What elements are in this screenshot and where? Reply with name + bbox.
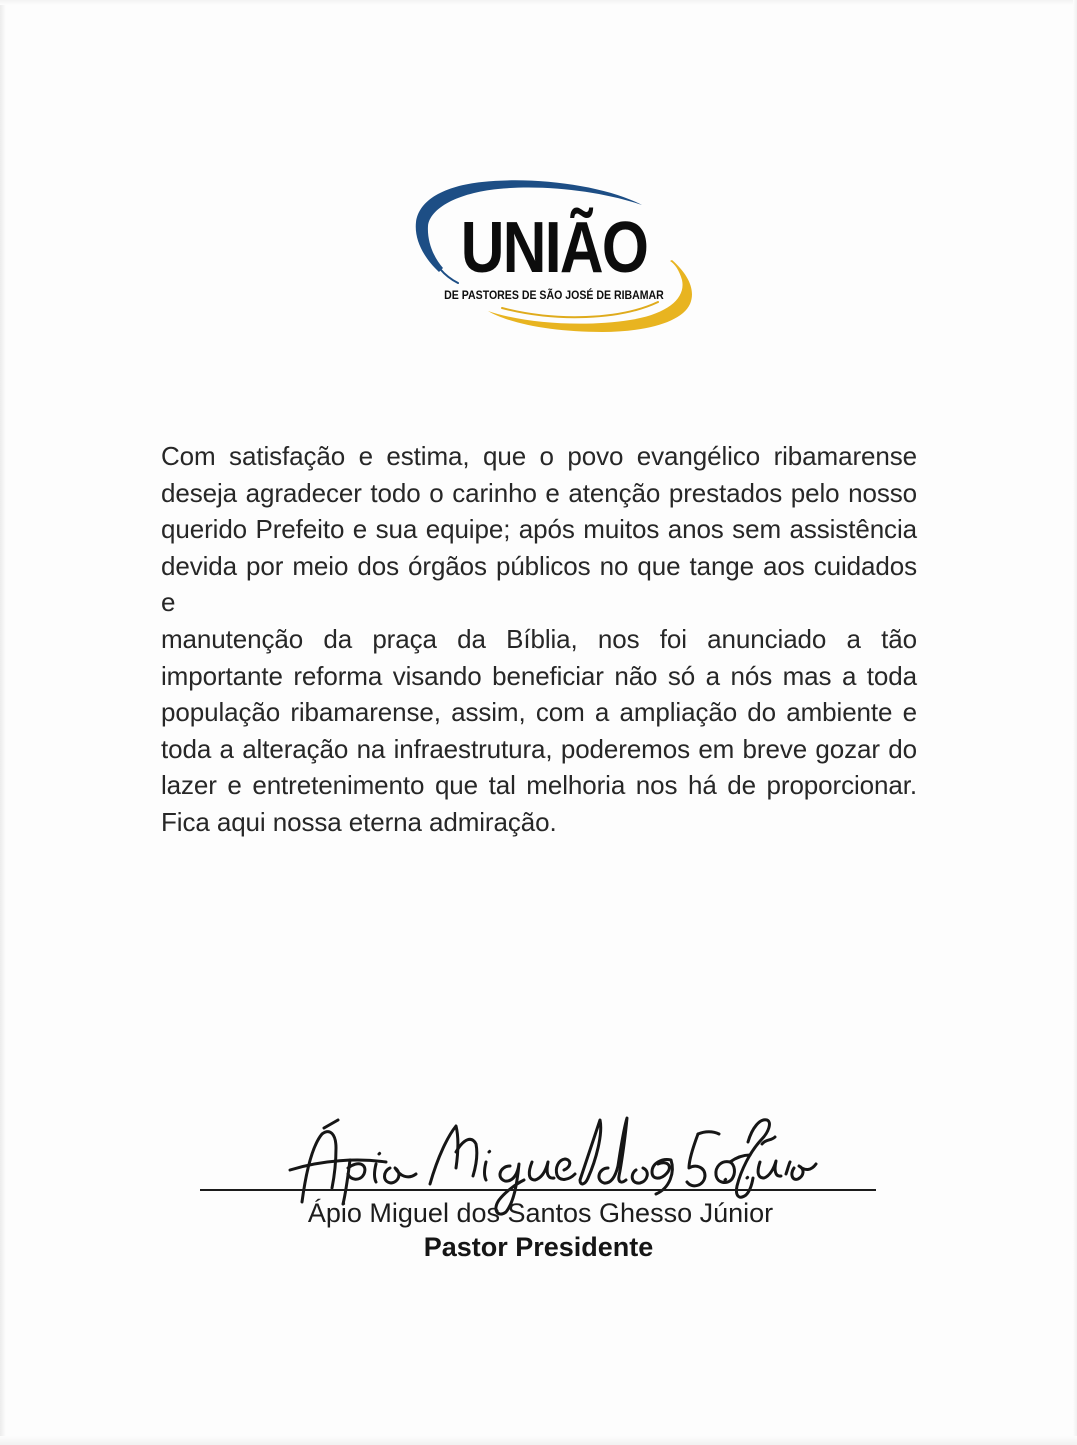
letter-line: querido Prefeito e sua equipe; após muitos anos sem assistência [161,514,917,545]
letter-line: devida por meio dos órgãos públicos no que tange aos cuidados e [161,550,917,618]
letter-line: Com satisfação e estima, que o povo evangélico ribamarense [161,441,917,471]
letter-line: população ribamarense, assim, com a ampliação do ambiente e [161,697,917,728]
signatory-title: Pastor Presidente [423,1232,654,1262]
letter-line: importante reforma visando beneficiar não só a nós mas a toda [161,660,917,691]
letter-line: manutenção da praça da Bíblia, nos foi anunciado a tão [161,623,917,654]
logo-tagline: DE PASTORES DE SÃO JOSÉ DE RIBAMAR [443,288,664,302]
signatory-name: Ápio Miguel dos Santos Ghesso Júnior [307,1198,774,1228]
letter-line: deseja agradecer todo o carinho e atenção prestados pelo nosso [161,477,917,508]
letter-line: toda a alteração na infraestrutura, poderemos em breve gozar do [161,733,917,764]
letter-line: lazer e entretenimento que tal melhoria nos há de proporcionar. [161,770,917,801]
uniao-logo [406,180,702,332]
scan-edge-bottom [0,1436,1077,1445]
logo-wordmark: UNIÃO [460,208,647,288]
letter-body [161,438,917,841]
signature-line [200,1189,876,1191]
scan-edge-top [0,0,1077,5]
letter-line: Fica aqui nossa eterna admiração. [161,806,557,837]
